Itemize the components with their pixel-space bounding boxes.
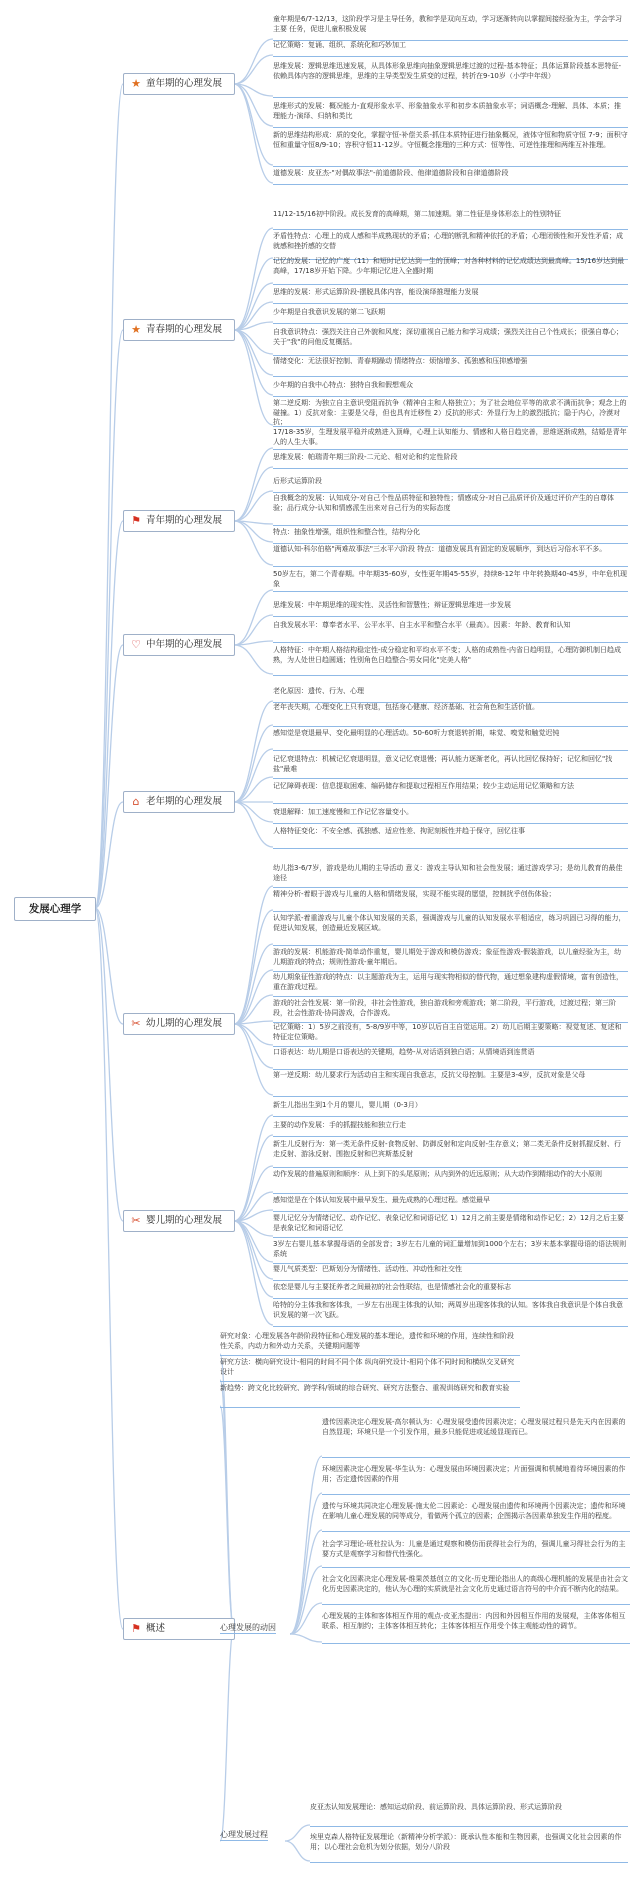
leaf-node[interactable]: [273, 827, 628, 849]
leaf-text: 记忆衰退特点：机械记忆衰退明显，意义记忆衰退慢；再认能力逐渐老化，再认比回忆保持好；记忆和回忆"找盐"最难: [273, 755, 613, 773]
leaf-text: 老化原因：遗传、行为、心理: [273, 687, 364, 695]
connector-line: [234, 910, 273, 1024]
topic-node[interactable]: [123, 1210, 235, 1232]
leaf-node[interactable]: [273, 1283, 628, 1299]
leaf-text: 动作发展的普遍原则和顺序：从上到下的头尾原则；从内到外的近远原则；从大动作到精细动作的大小原则: [273, 1170, 602, 1178]
connector-line: [234, 448, 273, 521]
topic-label: 老年期的心理发展: [146, 796, 223, 807]
leaf-node[interactable]: [273, 1301, 628, 1327]
scissors-icon: ✂: [131, 1017, 141, 1030]
topic-node[interactable]: [123, 1618, 235, 1640]
leaf-node[interactable]: [273, 62, 628, 98]
connector-line: [95, 908, 123, 1024]
leaf-text: 心理发展的主体和客体相互作用的观点-皮亚杰提出：内因和外因相互作用的发展观，主体客体相互联系、相互制约；主体客体相互转化；主体客体相互作用受个体主观能动性的调节。: [322, 1612, 626, 1630]
leaf-node[interactable]: [220, 1332, 520, 1356]
leaf-text: 遗传因素决定心理发展-高尔顿认为：心理发展受遗传因素决定；心理发展过程只是先天内在因素的自然显现；环境只是一个引发作用，最多只能促进或延缓显现而已。: [322, 1418, 626, 1436]
topic-label: 婴儿期的心理发展: [146, 1215, 223, 1226]
leaf-text: 衰退解释：加工速度慢和工作记忆容量变小。: [273, 808, 413, 816]
leaf-text: 新的思维结构形成：质的变化，掌握守恒-补偿关系-抓住本质特征进行抽象概况，液体守恒和物质守恒 7-9；面积守恒和重量守恒8/9-10；容积守恒11-12岁。守恒概念推理的三种方式：恒等性、可逆性推理和两维互补推理。: [273, 131, 628, 149]
connector-line: [234, 645, 273, 674]
leaf-text: 记忆策略：复诵、组织、系统化和巧妙加工: [273, 41, 406, 49]
leaf-text: 皮亚杰认知发展理论：感知运动阶段、前运算阶段、具体运算阶段、形式运算阶段: [310, 1803, 562, 1811]
leaf-text: 新趋势：跨文化比较研究、跨学科/领域的综合研究、研究方法整合、重视训练研究和教育实验: [220, 1384, 510, 1392]
leaf-text: 自我概念的发展：认知成分-对自己个性品质特征和独特性；情感成分-对自己品质评价及通过评价产生的自尊体验；品行成分-认知和情感派生出来对自己行为的实际态度: [273, 494, 615, 512]
topic-label: 概述: [146, 1623, 166, 1634]
leaf-node[interactable]: [273, 703, 628, 727]
connector-line: [290, 1456, 322, 1634]
leaf-node[interactable]: [273, 308, 628, 324]
leaf-node[interactable]: [273, 646, 628, 676]
leaf-text: 埃里克森人格特征发展理论（新精神分析学派）：既承认性本能和生物因素，也强调文化社会因素的作用；以心理社会危机为划分依据，划分八阶段: [310, 1833, 622, 1851]
leaf-node[interactable]: [273, 621, 628, 643]
leaf-text: 幼儿期象征性游戏的特点：以主题游戏为主，运用与现实物相似的替代物，通过想象建构虚假情境，富有创造性，重在游戏过程。: [273, 973, 623, 991]
leaf-text: 社会文化因素决定心理发展-维果茨基创立的文化-历史理论指出人的高级心理机能的发展是由社会文化历史因素决定的，他认为心理的实质就是社会文化历史通过语言符号的中介而不断内化的结果。: [322, 1575, 629, 1593]
leaf-text: 遗传与环境共同决定心理发展-施太伦二因素论：心理发展由遗传和环境两个因素决定；遗传和环境在影响儿童心理发展的同等成分，看做两个孤立的因素；企图揭示各因素单独发生作用的程度。: [322, 1502, 626, 1520]
leaf-node[interactable]: [220, 1384, 520, 1408]
connector-line: [95, 908, 123, 1629]
leaf-text: 思维发展：逻辑思维迅速发展，从具体形象思维向抽象逻辑思维过渡的过程-基本特征；具体运算阶段基本思特征-依赖具体内容的逻辑思维，思维的主导类型发生质变的过程，转折在9-10岁（小学中年级）: [273, 62, 622, 80]
connector-line: [234, 749, 273, 802]
leaf-text: 第二逆反期：为独立自主意识受阻而抗争（精神自主和人格独立）；为了社会地位平等的欲求不满而抗争；观念上的碰撞。1）反抗对象：主要是父母，但也具有迁移性 2）反抗的形式：外显行为上的激烈抵抗；隐于内心，冷漠对抗；: [273, 399, 627, 427]
leaf-node[interactable]: [273, 782, 628, 804]
connector-line: [95, 645, 123, 908]
leaf-node[interactable]: [310, 1833, 628, 1863]
leaf-text: 17/18-35岁，生理发展平稳并成熟进入顶峰，心理上认知能力、情感和人格日趋完善，思维逐渐成熟，结婚是青年人的人生大事。: [273, 428, 627, 446]
leaf-node[interactable]: [273, 357, 628, 377]
leaf-node[interactable]: [273, 1265, 628, 1281]
connector-line: [234, 228, 273, 330]
leaf-node[interactable]: [273, 41, 628, 57]
leaf-text: 道德发展：皮亚杰-"对偶故事法"-前道德阶段、他律道德阶段和自律道德阶段: [273, 169, 509, 177]
connector-line: [234, 330, 273, 425]
leaf-node[interactable]: [273, 15, 628, 41]
leaf-text: 环境因素决定心理发展-华生认为：心理发展由环境因素决定；片面强调和机械地看待环境因素的作用；否定遗传因素的作用: [322, 1465, 626, 1483]
leaf-node[interactable]: [273, 687, 628, 703]
leaf-text: 依恋是婴儿与主要抚养者之间最初的社会性联结，也是情感社会化的重要标志: [273, 1283, 511, 1291]
connector-line: [234, 615, 273, 645]
leaf-node[interactable]: [273, 257, 628, 285]
leaf-text: 认知学派-着重游戏与儿童个体认知发展的关系，强调游戏与儿童的认知发展水平相适应，练习巩固已习得的能力，促进认知发展，创造最近发展区域。: [273, 914, 626, 932]
leaf-text: 人格特征变化：不安全感、孤独感、适应性差、拘泥刻板性并趋于保守，回忆往事: [273, 827, 525, 835]
leaf-node[interactable]: [273, 570, 628, 592]
connector-line: [234, 330, 273, 395]
connector-line: [220, 1629, 234, 1841]
leaf-node[interactable]: [273, 381, 628, 397]
star-icon: ★: [131, 77, 141, 90]
leaf-text: 情绪变化：无法很好控制、青春期躁动 情绪特点：烦恼增多、孤独感和压抑感增强: [273, 357, 528, 365]
leaf-text: 口语表达：幼儿期是口语表达的关键期，趋势-从对话语到独白语；从情境语到连贯语: [273, 1048, 535, 1056]
leaf-text: 新生儿反射行为：第一类无条件反射-食物反射、防御反射和定向反射-生存意义；第二类无条件反射抓握反射、行走反射、游泳反射、围抱反射和巴宾斯基反射: [273, 1140, 622, 1158]
leaf-text: 3岁左右婴儿基本掌握母语的全部发音；3岁左右儿童的词汇量增加到1000个左右；3岁末基本掌握母语的语法规则系统: [273, 1240, 627, 1258]
connector-line: [234, 1221, 273, 1262]
scissors-icon: ✂: [131, 1214, 141, 1227]
flag-icon: ⚑: [131, 1622, 141, 1635]
leaf-text: 思维形式的发展：概况能力-直观形象水平、形象抽象水平和初步本质抽象水平；词语概念-理解、具体、本质；推理能力-演绎、归纳和类比: [273, 102, 622, 120]
leaf-node[interactable]: [273, 914, 628, 946]
leaf-node[interactable]: [322, 1418, 630, 1458]
leaf-text: 人格特征：中年期人格结构稳定性-成分稳定和平均水平不变；人格的成熟性-内省日趋明显，心理防御机制日趋成熟，为人处世日趋圆通；性别角色日趋整合-男女同化"完美人格": [273, 646, 622, 664]
topic-node[interactable]: [123, 791, 235, 813]
leaf-text: 自我发展水平：尊奉者水平、公平水平、自主水平和整合水平（最高）。因素：年龄、教育和认知: [273, 621, 571, 629]
leaf-text: 精神分析-着眼于游戏与儿童的人格和情绪发展，实现不能实现的愿望，控制扰乎创伤体验；: [273, 890, 556, 898]
connector-line: [234, 521, 273, 565]
leaf-node[interactable]: [273, 864, 628, 888]
leaf-node[interactable]: [273, 1023, 628, 1047]
flag-icon: ⚑: [131, 514, 141, 527]
leaf-text: 新生儿指出生到1个月的婴儿，婴儿期（0-3月）: [273, 1101, 422, 1109]
leaf-node[interactable]: [273, 1140, 628, 1168]
leaf-node[interactable]: [273, 808, 628, 824]
leaf-text: 特点：抽象性增强，组织性和整合性，结构分化: [273, 528, 420, 536]
connector-line: [234, 886, 273, 1024]
topic-node[interactable]: [123, 634, 235, 656]
connector-line: [234, 84, 273, 183]
leaf-node[interactable]: [273, 1071, 628, 1097]
connector-line: [234, 39, 273, 84]
leaf-text: 思维发展：帕瑞青年期三阶段-二元论、相对论和约定性阶段: [273, 453, 458, 461]
leaf-node[interactable]: [273, 1121, 628, 1137]
subtopic-label: 心理发展过程: [220, 1830, 268, 1839]
subtopic-node[interactable]: [220, 1830, 268, 1841]
connector-line: [234, 55, 273, 84]
connector-line: [95, 330, 123, 908]
leaf-node[interactable]: [273, 1196, 628, 1212]
leaf-node[interactable]: [273, 973, 628, 997]
star-icon: ★: [131, 323, 141, 336]
leaf-text: 50岁左右，第二个青春期。中年期35-60岁，女性更年期45-55岁，持续8-12年 中年转换期40-45岁，中年危机现象: [273, 570, 628, 588]
topic-node[interactable]: [123, 510, 235, 532]
leaf-node[interactable]: [273, 1101, 628, 1117]
connector-line: [234, 467, 273, 521]
connector-line: [285, 1841, 310, 1861]
leaf-node[interactable]: [273, 948, 628, 972]
leaf-node[interactable]: [273, 545, 628, 567]
leaf-text: 游戏的社会性发展：第一阶段，非社会性游戏，独自游戏和旁观游戏；第二阶段，平行游戏，过渡过程；第三阶段，社会性游戏-协同游戏，合作游戏。: [273, 999, 616, 1017]
subtopic-label: 心理发展的动因: [220, 1623, 276, 1632]
connector-line: [234, 258, 273, 330]
leaf-node[interactable]: [273, 102, 628, 128]
topic-label: 青年期的心理发展: [146, 515, 223, 526]
connector-line: [234, 1221, 273, 1325]
leaf-node[interactable]: [273, 288, 628, 304]
leaf-node[interactable]: [273, 131, 628, 167]
leaf-node[interactable]: [322, 1465, 630, 1495]
leaf-node[interactable]: [322, 1502, 630, 1532]
leaf-node[interactable]: [273, 890, 628, 912]
connector-line: [95, 521, 123, 908]
leaf-text: 幼儿指3-6/7岁，游戏是幼儿期的主导活动 意义：游戏主导认知和社会性发展；通过游戏学习；是幼儿教育的最佳途径: [273, 864, 623, 882]
leaf-text: 思维的发展：形式运算阶段-摆脱具体内容，能设演绎推理能力发展: [273, 288, 479, 296]
leaf-text: 记忆障碍表现：信息提取困难、编码储存和提取过程相互作用结果；较少主动运用记忆策略和方法: [273, 782, 574, 790]
leaf-node[interactable]: [273, 169, 628, 185]
leaf-text: 童年期是6/7-12/13，这阶段学习是主导任务，教和学是双向互动，学习逐渐转向以掌握间接经验为主，学会学习主要 任务，促进儿童积极发展: [273, 15, 622, 33]
connector-line: [234, 802, 273, 847]
leaf-text: 道德认知-科尔伯格"两难故事法"三水平六阶段 特点：道德发展具有固定的发展顺序，到达后习俗水平不多。: [273, 545, 607, 553]
root-node[interactable]: 发展心理学: [14, 897, 96, 921]
topic-label: 童年期的心理发展: [146, 78, 223, 89]
connector-line: [234, 802, 273, 822]
leaf-text: 后形式运算阶段: [273, 477, 322, 485]
leaf-text: 记忆的发展：记忆的广度（11）和短时记忆达到一生的顶峰；对各种材料的记忆成绩达到最高峰。15/16岁达到最高峰，17/18岁开始下降。少年期记忆进入全盛时期: [273, 257, 625, 275]
leaf-text: 社会学习理论-班杜拉认为：儿童是通过观察和模仿而获得社会行为的，强调儿童习得社会行为的主要方式是观察学习和替代性强化。: [322, 1540, 626, 1558]
connector-line: [290, 1493, 322, 1634]
connector-line: [290, 1634, 322, 1642]
leaf-node[interactable]: [273, 755, 628, 779]
topic-label: 青春期的心理发展: [146, 324, 223, 335]
connector-line: [234, 1135, 273, 1221]
leaf-text: 自我意识特点：强烈关注自己外貌和风度；深切重视自己能力和学习成绩；强烈关注自己个性成长；很强自尊心；关于"我"的问他反复概括。: [273, 328, 623, 346]
leaf-text: 思维发展：中年期思维的现实性、灵活性和智慧性；辩证逻辑思维进一步发展: [273, 601, 511, 609]
leaf-text: 少年期的自我中心特点：独特自我和假想观众: [273, 381, 413, 389]
leaf-text: 矛盾性特点：心理上的成人感和半成熟现状的矛盾；心理的断乳和精神依托的矛盾；心理闭锁性和开发性矛盾；成就感和挫折感的交替: [273, 232, 623, 250]
leaf-node[interactable]: [322, 1540, 630, 1568]
leaf-node[interactable]: [273, 1170, 628, 1194]
leaf-text: 研究方法：横向研究设计-相同的时间不同个体 纵向研究设计-相同个体不同时间和横纵交叉研究设计: [220, 1358, 515, 1376]
leaf-text: 记忆策略：1）5岁之前没有，5-8/9岁中等，10岁以后自主自觉运用。2）幼儿后期主要策略：视觉复述、复述和特征定位策略。: [273, 1023, 622, 1041]
house-icon: ⌂: [132, 795, 140, 808]
topic-label: 中年期的心理发展: [146, 639, 223, 650]
leaf-node[interactable]: [322, 1612, 630, 1644]
leaf-text: 主要的动作发展：手的抓握技能和独立行走: [273, 1121, 406, 1129]
leaf-node[interactable]: [273, 477, 628, 493]
leaf-node[interactable]: [273, 999, 628, 1023]
connector-line: [234, 970, 273, 1024]
topic-label: 幼儿期的心理发展: [146, 1018, 223, 1029]
leaf-node[interactable]: [273, 210, 628, 230]
leaf-text: 感知觉是衰退最早、变化最明显的心理活动。50-60听力衰退转折期，味觉、嗅觉和触觉迟钝: [273, 729, 560, 737]
leaf-text: 婴儿气质类型：巴斯划分为情绪性、活动性、冲动性和社交性: [273, 1265, 462, 1273]
leaf-node[interactable]: [273, 328, 628, 356]
leaf-text: 第一逆反期：幼儿要求行为活动自主和实现自我意志，反抗父母控制。主要是3-4岁，反抗对象是父母: [273, 1071, 586, 1079]
leaf-text: 11/12-15/16初中阶段。成长发育的高峰期，第二加速期。第二性征是身体形态上的性别特征: [273, 210, 561, 218]
leaf-node[interactable]: [273, 428, 628, 450]
leaf-node[interactable]: [322, 1575, 630, 1605]
leaf-text: 婴儿记忆分为情绪记忆、动作记忆、表象记忆和词语记忆 1）12月之前主要是情绪和动作记忆；2）12月之后主要是表象记忆和词语记忆: [273, 1214, 624, 1232]
connector-line: [234, 590, 273, 645]
connector-line: [95, 908, 123, 1221]
leaf-node[interactable]: [273, 1240, 628, 1264]
leaf-node[interactable]: [220, 1358, 520, 1382]
leaf-text: 感知觉是在个体认知发展中最早发生、最先成熟的心理过程。感觉最早: [273, 1196, 490, 1204]
connector-line: [290, 1566, 322, 1634]
heart-icon: ♡: [131, 638, 141, 651]
leaf-text: 游戏的发展：机能游戏-简单动作重复，婴儿期处于游戏和模仿游戏；象征性游戏-假装游戏，以儿童经验为主，幼儿期游戏的特点；规则性游戏-童年期后。: [273, 948, 622, 966]
topic-node[interactable]: [123, 1013, 235, 1035]
leaf-node[interactable]: [273, 1048, 628, 1070]
leaf-node[interactable]: [310, 1803, 628, 1827]
leaf-node[interactable]: [273, 399, 628, 427]
leaf-node[interactable]: [273, 494, 628, 526]
leaf-text: 哈特的分主体我和客体我，一岁左右出现主体我的认知；两周岁出现客体我的认知。客体我自我意识是个体自我意识发展的第一次飞跃。: [273, 1301, 623, 1319]
leaf-text: 少年期是自我意识发展的第二飞跃期: [273, 308, 385, 316]
leaf-node[interactable]: [273, 1214, 628, 1238]
leaf-node[interactable]: [273, 528, 628, 544]
connector-line: [285, 1825, 310, 1841]
leaf-node[interactable]: [273, 453, 628, 469]
leaf-node[interactable]: [273, 729, 628, 751]
topic-node[interactable]: [123, 319, 235, 341]
leaf-text: 研究对象：心理发展各年龄阶段特征和心理发展的基本理论，遗传和环境的作用，连续性和阶段性关系，内动力和外动力关系，关键期问题等: [220, 1332, 514, 1350]
topic-node[interactable]: [123, 73, 235, 95]
leaf-text: 老年丧失期，心理变化上只有衰退，包括身心健康、经济基础、社会角色和生活价值。: [273, 703, 539, 711]
leaf-node[interactable]: [273, 232, 628, 260]
leaf-node[interactable]: [273, 601, 628, 617]
connector-line: [234, 1221, 273, 1297]
connector-line: [220, 1406, 234, 1629]
subtopic-node[interactable]: [220, 1623, 276, 1634]
